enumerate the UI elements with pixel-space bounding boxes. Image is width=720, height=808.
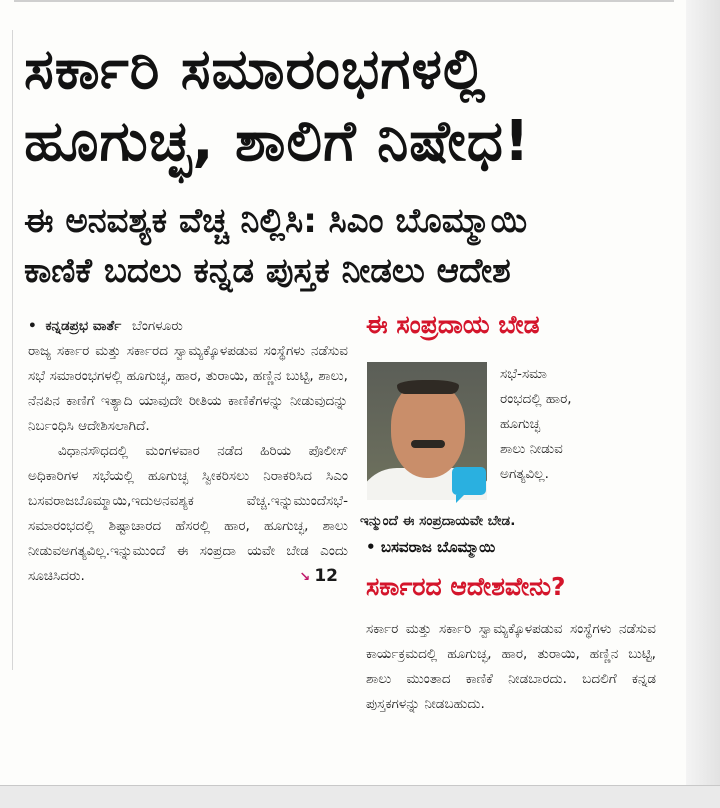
top-divider (14, 0, 674, 2)
subheadline (24, 196, 664, 296)
quote-line: ರಂಭದಲ್ಲಿ ಹಾರ, (500, 391, 572, 407)
quote-attribution (366, 538, 495, 556)
byline-source: ಕನ್ನಡಪ್ರಭ ವಾರ್ತೆ (45, 318, 122, 334)
body-paragraph-2-text: ವಿಧಾನಸೌಧದಲ್ಲಿ ಮಂಗಳವಾರ ನಡೆದ ಹಿರಿಯ ಪೊಲೀಸ್ ಅಧಿಕಾರಿಗಳ ಸಭೆಯಲ್ಲಿ ಹೂಗುಚ್ಛ ಸ್ವೀಕರಿಸಲು ನಿರಾಕರಿಸಿದ ಸಿಎಂ ಬಸವರಾಜಬೊಮ್ಮಾಯಿ,ಇದುಅನವಶ್ಯಕ ವೆಚ್ಚ.ಇನ್ನುಮುಂದೆಸಭೆ-ಸಮಾರಂಭದಲ್ಲಿ ಶಿಷ್ಟಾಚಾರದ ಹೆಸರಲ್ಲಿ ಹಾರ, ಹೂಗುಚ್ಛ, ಶಾಲು ನೀಡುವಅಗತ್ಯವಿಲ್ಲ.ಇನ್ನುಮುಂದೆ ಈ ಸಂಪ್ರದಾ ಯವೇ ಬೇಡ ಎಂದು ಸೂಚಿಸಿದರು. (28, 443, 348, 584)
quote-line: ಅಗತ್ಯವಿಲ್ಲ. (500, 466, 549, 482)
article-body (28, 314, 348, 590)
quote-tail: ಇನ್ಮುಂದೆ ಈ ಸಂಪ್ರದಾಯವೇ ಬೇಡ. (360, 513, 516, 529)
quote-line: ಶಾಲು ನೀಡುವ (500, 441, 563, 457)
government-order-body: ಸರ್ಕಾರ ಮತ್ತು ಸರ್ಕಾರಿ ಸ್ವಾಮ್ಯಕ್ಕೊಳಪಡುವ ಸಂಸ್ಥೆಗಳು ನಡೆಸುವ ಕಾರ್ಯಕ್ರಮದಲ್ಲಿ ಹೂಗುಚ್ಛ, ಹಾರ, ತುರಾಯಿ, ಹಣ್ಣಿನ ಬುಟ್ಟಿ, ಶಾಲು ಮುಂತಾದ ಕಾಣಿಕೆ ನೀಡಬಾರದು. ಬದಲಿಗೆ ಕನ್ನಡ ಪುಸ್ತಕಗಳನ್ನು ನೀಡಬಹುದು. (366, 621, 656, 712)
attribution-name: ಬಸವರಾಜ ಬೊಮ್ಮಾಯಿ (380, 538, 496, 556)
chat-icon[interactable] (452, 467, 486, 495)
byline (28, 314, 348, 339)
bullet-icon: • (366, 538, 381, 556)
sidebar-quote-title: ಈ ಸಂಪ್ರದಾಯ ಬೇಡ (366, 310, 540, 339)
bullet-icon: • (28, 318, 37, 334)
arrow-icon: ↘ (299, 570, 311, 585)
continued-page-number: 12 (314, 566, 338, 586)
headline-line-1: ಸರ್ಕಾರಿ ಸಮಾರಂಭಗಳಲ್ಲಿ (24, 37, 487, 102)
body-paragraph-1: ರಾಜ್ಯ ಸರ್ಕಾರ ಮತ್ತು ಸರ್ಕಾರದ ಸ್ವಾಮ್ಯಕ್ಕೊಳಪಡುವ ಸಂಸ್ಥೆಗಳು ನಡೆಸುವ ಸಭೆ ಸಮಾರಂಭಗಳಲ್ಲಿ ಹೂಗುಚ್ಛ, ಹಾರ, ತುರಾಯಿ, ಹಣ್ಣಿನ ಬುಟ್ಟಿ, ಶಾಲು, ನೆನಪಿನ ಕಾಣಿಗೆ ಇತ್ಯಾದಿ ಯಾವುದೇ ರೀತಿಯ ಕಾಣಿಕೆಗಳನ್ನು ನೀಡುವುದನ್ನು ನಿರ್ಬಂಧಿಸಿ ಆದೇಶಿಸಲಾಗಿದೆ. (28, 343, 348, 434)
byline-place: ಬೆಂಗಳೂರು (132, 318, 183, 334)
page-edge-shadow (686, 0, 720, 808)
continued-on-page[interactable] (269, 564, 338, 590)
headline (24, 34, 654, 178)
body-paragraph-2 (28, 439, 348, 589)
subheadline-line-2: ಕಾಣಿಕೆ ಬದಲು ಕನ್ನಡ ಪುಸ್ತಕ ನೀಡಲು ಆದೇಶ (24, 251, 511, 291)
bottom-bar (0, 785, 720, 808)
column-divider (12, 30, 13, 670)
headline-line-2: ಹೂಗುಚ್ಛ, ಶಾಲಿಗೆ ನಿಷೇಧ! (24, 109, 531, 174)
sidebar-quote-text (500, 362, 650, 487)
quote-line: ಹೂಗುಚ್ಛ (500, 416, 541, 432)
government-order-title: ಸರ್ಕಾರದ ಆದೇಶವೇನು? (366, 572, 566, 601)
subheadline-line-1: ಈ ಅನವಶ್ಯಕ ವೆಚ್ಚ ನಿಲ್ಲಿಸಿ: ಸಿಎಂ ಬೊಮ್ಮಾಯಿ (24, 201, 528, 241)
quote-line: ಸಭೆ-ಸಮಾ (500, 366, 547, 382)
